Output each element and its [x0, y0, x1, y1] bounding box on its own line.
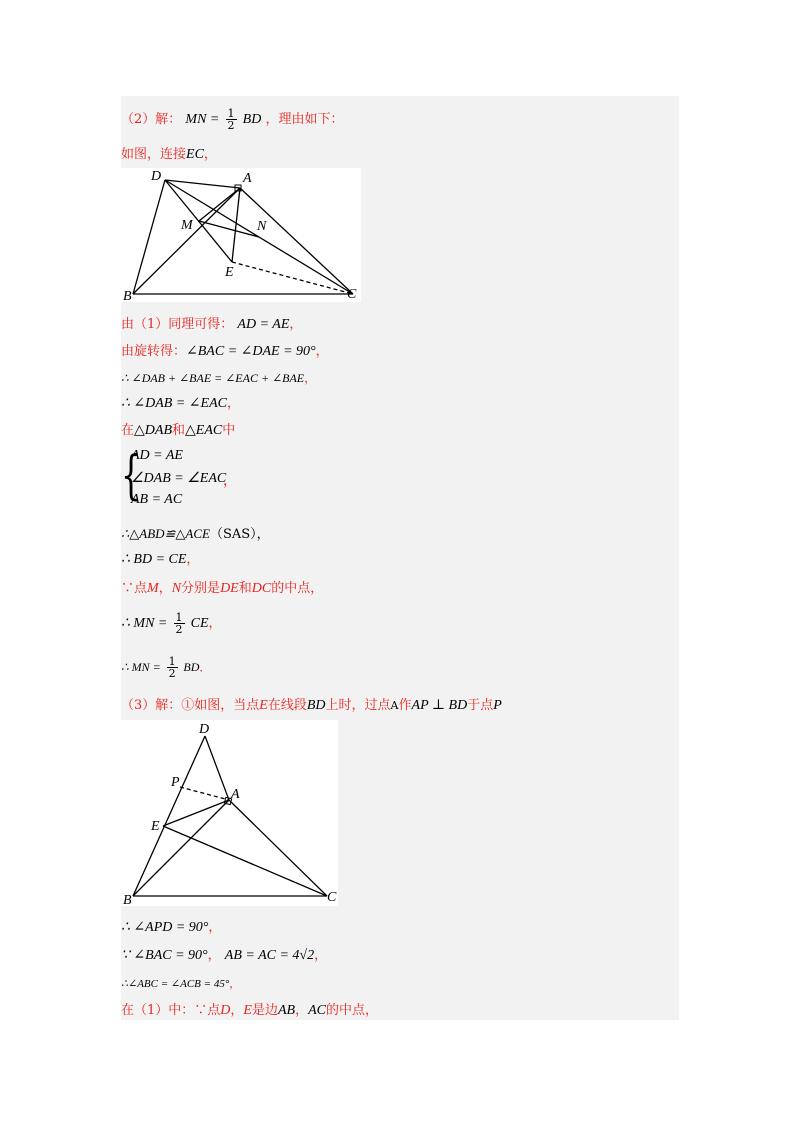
- text-comma: ，: [158, 581, 172, 596]
- fig2-segment-ec: [163, 826, 327, 896]
- line-midpoints: [121, 580, 323, 598]
- fraction-half: $\frac{1}{2}$: [227, 107, 235, 132]
- text-midpoint: 的中点，: [326, 1003, 379, 1018]
- text-because-point: ∵点: [121, 581, 148, 596]
- text-make: 作: [398, 698, 412, 713]
- fig1-label-a: A: [243, 171, 252, 186]
- fig1-label-c: C: [347, 287, 357, 302]
- line-mn-half-bd: [121, 656, 211, 679]
- fraction-half: $\frac{1}{2}$: [168, 655, 176, 680]
- text-rotation: 由旋转得：: [121, 344, 187, 359]
- math-a: A: [390, 699, 399, 712]
- text-sas: （SAS），: [209, 527, 270, 542]
- line-angle-sum: [121, 369, 316, 387]
- fig2-segment-bd: [133, 736, 205, 896]
- text-comma: ，: [315, 344, 329, 359]
- line-part2-claim: [121, 108, 343, 131]
- math-mn: MN =: [185, 112, 220, 127]
- text-similar: 由（1）同理可得：: [121, 317, 234, 332]
- fig1-label-d: D: [151, 169, 162, 184]
- math-bd-ce: ∴ BD = CE: [121, 552, 187, 567]
- line-in-part1: [121, 1002, 378, 1020]
- math-bd: BD: [306, 698, 326, 713]
- fig2-label-a: A: [231, 787, 240, 802]
- fig1-segment-ba: [133, 188, 240, 294]
- fig2-label-d: D: [199, 722, 210, 737]
- math-angle-equal: ∴ ∠DAB = ∠EAC: [121, 396, 227, 411]
- line-connect-ec: [121, 146, 217, 164]
- fig1-segment-mn: [199, 221, 259, 237]
- math-ad-ae: AD = AE: [237, 317, 290, 332]
- math-ap-perp-bd: AP ⊥ BD: [411, 698, 468, 713]
- left-brace: {: [121, 446, 141, 506]
- math-bac-90: ∵ ∠BAC = 90°: [121, 948, 208, 963]
- math-ac: AC: [308, 1003, 327, 1018]
- fig2-segment-ac: [229, 800, 327, 896]
- line-rotation: [121, 343, 329, 361]
- math-d: D: [220, 1003, 231, 1018]
- text-comma: ，: [207, 948, 221, 963]
- text-comma: ，: [289, 317, 303, 332]
- system-row-2: ∠DAB = ∠EAC: [131, 471, 227, 486]
- text-are-sides: 是边: [251, 1003, 278, 1018]
- line-angle-equal: [121, 395, 240, 413]
- text-comma: ，: [226, 396, 240, 411]
- text-comma: ，: [230, 1003, 244, 1018]
- text-part3-label: （3）解：①如图，当点: [121, 698, 260, 713]
- math-congruent: ∴△ABD≌△ACE: [121, 526, 210, 541]
- math-n: N: [171, 581, 182, 596]
- text-comma: ，: [229, 977, 241, 990]
- text-in: 在: [121, 423, 135, 438]
- text-middle: 中: [222, 423, 236, 438]
- line-bd-ce: [121, 551, 199, 569]
- fig1-label-b: B: [123, 289, 132, 302]
- line-abc-acb-45: [121, 975, 240, 993]
- text-comma: ，: [295, 1003, 309, 1018]
- text-part2-label: （2）解：: [121, 112, 182, 127]
- fig1-label-n: N: [257, 219, 267, 234]
- text-comma: ，: [208, 616, 222, 631]
- math-angle-90: ∠BAC = ∠DAE = 90°: [186, 344, 316, 359]
- text-comma: ，: [203, 147, 217, 162]
- line-apd-90: [121, 919, 221, 937]
- math-m: M: [147, 581, 159, 596]
- text-period: ．: [199, 660, 212, 674]
- fig1-label-e: E: [225, 265, 234, 280]
- math-e: E: [243, 1003, 252, 1018]
- math-therefore-mn: ∴ MN =: [121, 660, 161, 674]
- text-comma: ，: [186, 552, 200, 567]
- fig2-segment-ap-dashed: [180, 787, 229, 800]
- figure-1: [121, 168, 361, 302]
- system-row-3: AB = AC: [131, 492, 183, 507]
- fig1-label-m: M: [181, 218, 193, 233]
- fig1-segment-de: [165, 180, 232, 262]
- text-midpoint: 的中点，: [271, 581, 324, 596]
- math-ec: EC: [186, 147, 204, 162]
- line-congruent: [121, 525, 270, 544]
- text-comma: ，: [304, 371, 317, 385]
- system-comma: ，: [223, 474, 237, 489]
- fig2-label-b: B: [123, 893, 132, 906]
- line-in-triangles: [121, 422, 235, 440]
- text-connect: 如图，连接: [121, 147, 187, 162]
- text-comma: ，: [208, 920, 222, 935]
- math-ce: CE: [190, 616, 209, 631]
- math-therefore-mn: ∴ MN =: [121, 616, 168, 631]
- line-ad-ae: [121, 316, 302, 334]
- figure-2: [121, 720, 338, 906]
- fig2-segment-ea: [163, 800, 229, 826]
- text-and: 和: [172, 423, 186, 438]
- text-on-segment: 在线段: [267, 698, 307, 713]
- fig2-label-e: E: [151, 819, 160, 834]
- math-bd: BD: [183, 660, 200, 674]
- math-e: E: [259, 698, 268, 713]
- line-bac-ab-ac: [121, 947, 327, 965]
- math-abc-acb-45: ∴∠ABC = ∠ACB = 45°: [121, 978, 230, 990]
- system-row-1: AD = AE: [131, 448, 183, 463]
- text-at-point: 于点: [467, 698, 494, 713]
- text-respectively: 分别是: [181, 581, 221, 596]
- fig2-label-c: C: [327, 890, 337, 905]
- text-reason: ，理由如下：: [265, 112, 344, 127]
- fig1-segment-ac: [240, 188, 353, 294]
- text-through-point: 上时，过点: [325, 698, 391, 713]
- math-angle-sum: ∴ ∠DAB + ∠BAE = ∠EAC + ∠BAE: [121, 371, 305, 385]
- fig1-segment-ec-dashed: [232, 262, 353, 294]
- fig2-segment-da: [205, 736, 229, 800]
- line-part3: [121, 697, 502, 715]
- math-triangle-eac: △EAC: [185, 423, 223, 438]
- math-p: P: [493, 698, 502, 713]
- math-triangle-dab: △DAB: [134, 423, 172, 438]
- fig2-label-p: P: [171, 775, 180, 790]
- math-dc: DC: [251, 581, 272, 596]
- text-in-part1: 在（1）中：∵点: [121, 1003, 221, 1018]
- math-ab-ac-value: AB = AC = 4√2: [224, 948, 315, 963]
- text-and: 和: [238, 581, 252, 596]
- math-bd: BD: [242, 112, 262, 127]
- fraction-half: $\frac{1}{2}$: [175, 611, 183, 636]
- fig1-segment-bd: [133, 180, 165, 294]
- math-ab: AB: [278, 1003, 296, 1018]
- math-apd-90: ∴ ∠APD = 90°: [121, 920, 209, 935]
- math-de: DE: [220, 581, 239, 596]
- line-mn-half-ce: [121, 612, 222, 635]
- text-comma: ，: [314, 948, 328, 963]
